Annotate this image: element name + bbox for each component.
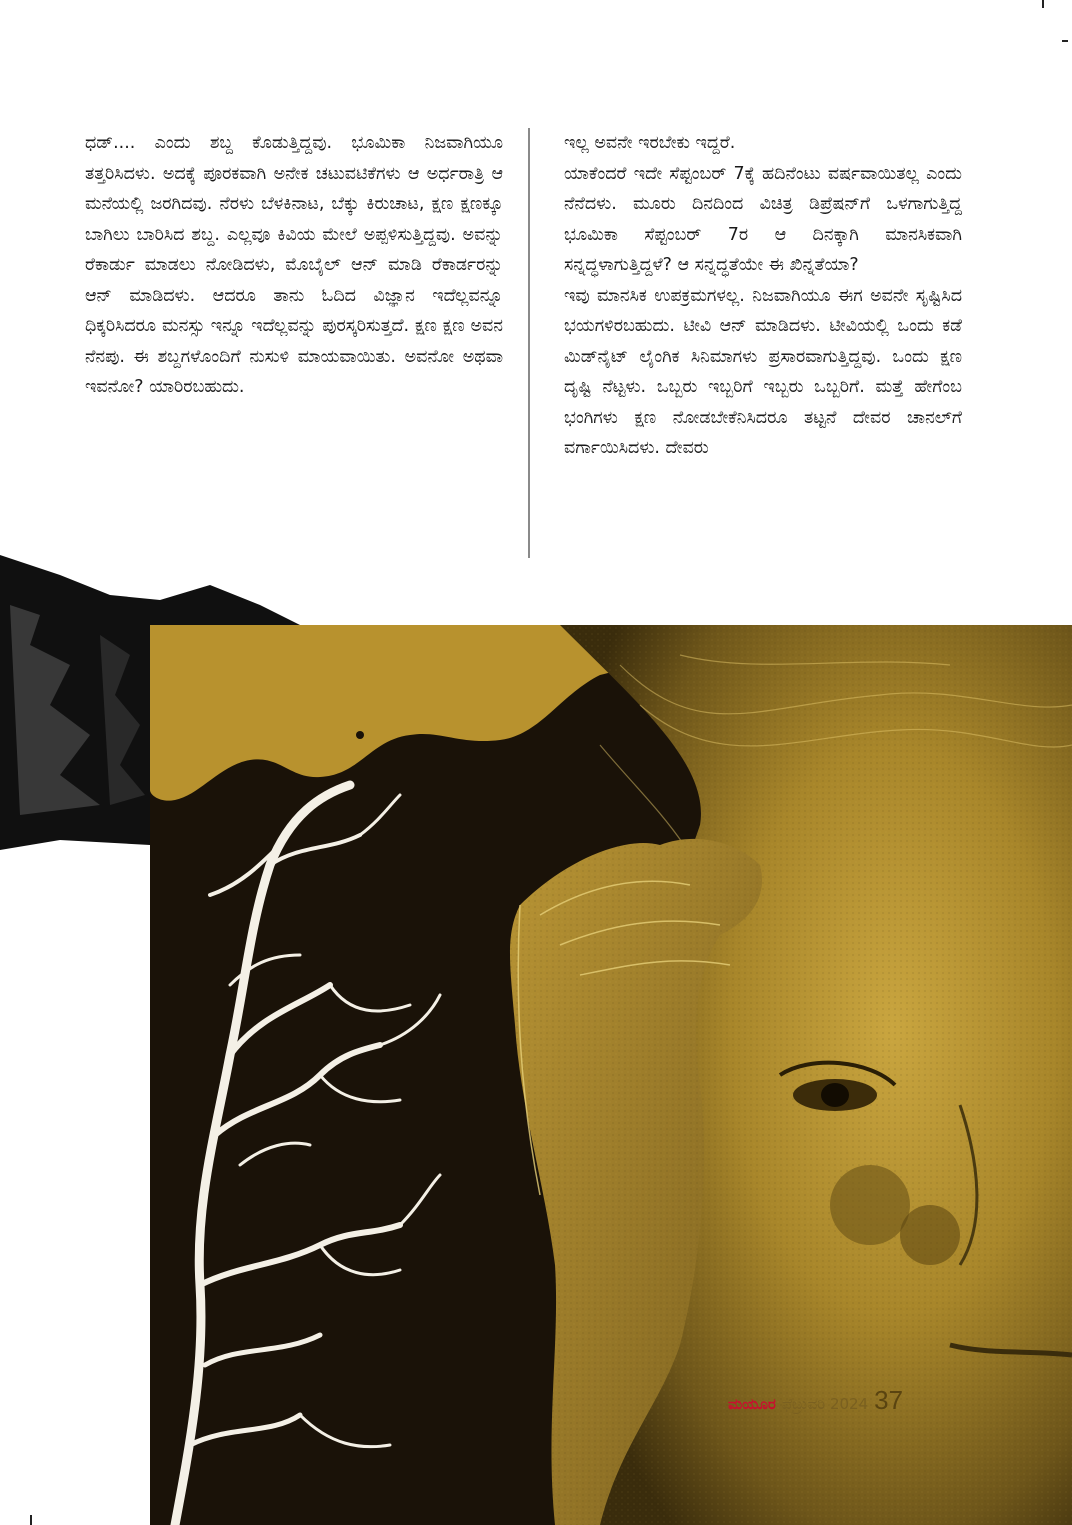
article-paragraph: ಇವು ಮಾನಸಿಕ ಉಪಕ್ರಮಗಳಲ್ಲ. ನಿಜವಾಗಿಯೂ ಈಗ ಅವನೇ ಸೃಷ್ಟಿಸಿದ ಭಯಗಳಿರಬಹುದು. ಟೀವಿ ಆನ್ ಮಾಡಿದಳು. ಟೀವಿಯಲ್ಲಿ ಒಂದು ಕಡೆ ಮಿಡ್‌ನೈಟ್ ಲೈಂಗಿಕ ಸಿನಿಮಾಗಳು ಪ್ರಸಾರವಾಗುತ್ತಿದ್ದವು. ಒಂದು ಕ್ಷಣ ದೃಷ್ಟಿ ನೆಟ್ಟಳು. ಒಬ್ಬರು ಇಬ್ಬರಿಗೆ ಇಬ್ಬರು ಒಬ್ಬರಿಗೆ. ಮತ್ತೆ ಹೇಗೆಂಬ ಭಂಗಿಗಳು ಕ್ಷಣ ನೋಡಬೇಕೆನಿಸಿದರೂ ತಟ್ಟನೆ ದೇವರ ಚಾನಲ್‌ಗೆ ವರ್ಗಾಯಿಸಿದಳು. ದೇವರು (564, 285, 962, 458)
page-footer (728, 1385, 903, 1416)
article-paragraph: ಧಡ್.... ಎಂದು ಶಬ್ದ ಕೊಡುತ್ತಿದ್ದವು. ಭೂಮಿಕಾ ನಿಜವಾಗಿಯೂ ತತ್ತರಿಸಿದಳು. ಅದಕ್ಕೆ ಪೂರಕವಾಗಿ ಅನೇಕ ಚಟುವಟಿಕೆಗಳು ಆ ಅರ್ಧರಾತ್ರಿ ಆ ಮನೆಯಲ್ಲಿ ಜರಗಿದವು. ನೆರಳು ಬೆಳಕಿನಾಟ, ಬೆಕ್ಕು ಕಿರುಚಾಟ, ಕ್ಷಣ ಕ್ಷಣಕ್ಕೂ ಬಾಗಿಲು ಬಾರಿಸಿದ ಶಬ್ದ. ಎಲ್ಲವೂ ಕಿವಿಯ ಮೇಲೆ ಅಪ್ಪಳಿಸುತ್ತಿದ್ದವು. ಅವನ್ನು ರೆಕಾರ್ಡು ಮಾಡಲು ನೋಡಿದಳು, ಮೊಬೈಲ್ ಆನ್ ಮಾಡಿ ರೆಕಾರ್ಡರನ್ನು ಆನ್ ಮಾಡಿದಳು. ಆದರೂ ತಾನು ಓದಿದ ವಿಜ್ಞಾನ ಇದೆಲ್ಲವನ್ನೂ ಧಿಕ್ಕರಿಸಿದರೂ ಮನಸ್ಸು ಇನ್ನೂ ಇದೆಲ್ಲವನ್ನು ಪುರಸ್ಕರಿಸುತ್ತದೆ. ಕ್ಷಣ ಕ್ಷಣ ಅವನ ನೆನಪು. ಈ ಶಬ್ದಗಳೊಂದಿಗೆ ನುಸುಳಿ ಮಾಯವಾಯಿತು. ಅವನೋ ಅಥವಾ ಇವನೋ? ಯಾರಿರಬಹುದು. (85, 133, 503, 397)
woman-face-tree-illustration (0, 545, 1072, 1525)
article-column-right (564, 128, 962, 464)
page-number: 37 (874, 1385, 904, 1415)
magazine-name: ಮಯೂರ (728, 1395, 776, 1413)
column-divider (528, 128, 530, 558)
article-column-left (85, 128, 503, 403)
crop-mark (1042, 0, 1044, 8)
crop-mark (1062, 40, 1068, 42)
issue-date: ಫೆಬ್ರುವರಿ 2024 (781, 1395, 869, 1413)
article-paragraph: ಇಲ್ಲ ಅವನೇ ಇರಬೇಕು ಇದ್ದರೆ. (564, 133, 736, 153)
article-paragraph: ಯಾಕೆಂದರೆ ಇದೇ ಸೆಪ್ಟಂಬರ್ 7ಕ್ಕೆ ಹದಿನೆಂಟು ವರ್ಷವಾಯಿತಲ್ಲ ಎಂದು ನೆನೆದಳು. ಮೂರು ದಿನದಿಂದ ವಿಚಿತ್ರ ಡಿಪ್ರೆಷನ್‌ಗೆ ಒಳಗಾಗುತ್ತಿದ್ದ ಭೂಮಿಕಾ ಸೆಪ್ಟಂಬರ್ 7ರ ಆ ದಿನಕ್ಕಾಗಿ ಮಾನಸಿಕವಾಗಿ ಸನ್ನದ್ಧಳಾಗುತ್ತಿದ್ದಳೆ? ಆ ಸನ್ನದ್ಧತೆಯೇ ಈ ಖಿನ್ನತೆಯಾ? (564, 163, 962, 275)
